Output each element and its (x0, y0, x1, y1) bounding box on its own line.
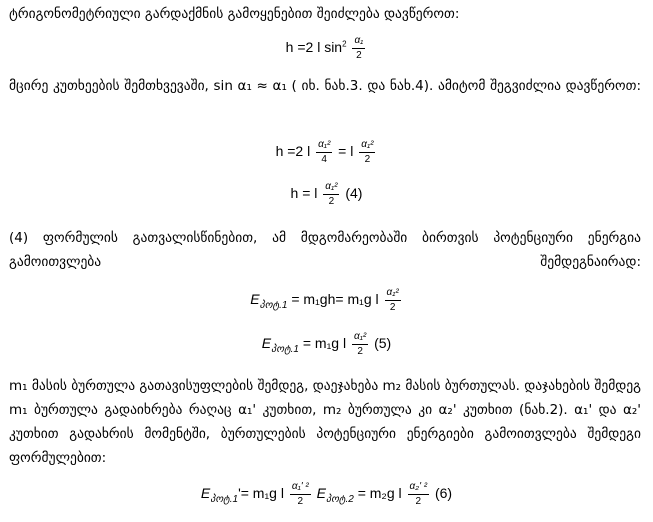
denominator: 2 (328, 196, 335, 207)
numerator: α₁ (352, 36, 365, 49)
energy-symbol: E (250, 291, 260, 308)
fraction (359, 140, 375, 165)
formula-6 (0, 482, 653, 507)
numerator: α₂' ² (408, 482, 430, 495)
denominator: 2 (356, 50, 362, 61)
denominator: 2 (389, 302, 396, 313)
paragraph-potential-energy: (4) ფორმულის გათვალისწინებით, ამ მდგომარეობაში ბირთვის პოტენციური ენერგია გამოითვლება შემდეგნაირად: (9, 230, 641, 270)
denominator: 4 (321, 154, 327, 165)
denominator: 2 (357, 346, 363, 357)
formula-text: h =2 l sin (285, 39, 343, 56)
formula-text: = m₁g l (302, 335, 347, 352)
formula-epot1 (0, 288, 653, 313)
energy-subscript: პოტ.1 (271, 344, 299, 355)
numerator: α₁² (359, 140, 375, 153)
fraction (352, 36, 365, 61)
fraction (408, 482, 430, 507)
formula-text: = m₂g l (357, 485, 402, 502)
fraction (385, 288, 401, 313)
formula-text: h = l (290, 185, 318, 202)
paragraph-intro: ტრიგონომეტრიული გარდაქმნის გამოყენებით შეიძლება დავწეროთ: (9, 6, 460, 22)
energy-symbol: E (261, 335, 272, 352)
energy-subscript: პოტ.2 (325, 494, 354, 505)
formula-text: h =2 l (275, 143, 311, 160)
numerator: α₁' ² (290, 482, 311, 495)
numerator: α₁² (385, 288, 401, 301)
fraction (352, 332, 368, 357)
formula-h-approx (0, 140, 653, 165)
formula-text: = m₁gh= m₁g l (291, 291, 379, 308)
energy-subscript: პოტ.1 (210, 494, 239, 505)
fraction (316, 140, 332, 165)
numerator: α₁² (323, 182, 339, 195)
formula-5 (0, 332, 653, 357)
denominator: 2 (297, 496, 304, 507)
energy-subscript: პოტ.1 (259, 300, 288, 311)
formula-h-sin (0, 36, 653, 61)
formula-exponent: 2 (342, 39, 347, 49)
fraction (323, 182, 339, 207)
numerator: α₁² (352, 332, 368, 345)
fraction (290, 482, 311, 507)
formula-text: = l (338, 143, 354, 160)
energy-symbol: E (316, 485, 326, 502)
formula-4 (0, 182, 653, 207)
paragraph-small-angles: მცირე კუთხეების შემთხვევაში, sin α₁ ≈ α₁ ( იხ. ნახ.3. და ნახ.4). ამიტომ შეგვიძლია დავწეროთ: (9, 78, 641, 94)
equation-number: (4) (345, 185, 363, 202)
equation-number: (5) (374, 335, 392, 352)
energy-symbol: E (200, 485, 211, 502)
equation-number: (6) (434, 485, 453, 502)
denominator: 2 (364, 154, 371, 165)
denominator: 2 (415, 496, 422, 507)
paragraph-collision: m₁ მასის ბურთულა გათავისუფლების შემდეგ, დაეჯახება m₂ მასის ბურთულას. დაჯახების შემდეგ m₁ ბურთულა გადაიხრება რაღაც α₁' კუთხით, m₂ ბურთულა კი α₂' კუთხით (ნახ.2). α₁' და α₂' კუთხით გადახრის მომენტში, ბურთულების პოტენციური ენერგიები გამოითვლება შემდეგი ფორმულებით: (9, 378, 641, 466)
formula-text: '= m₁g l (238, 485, 284, 502)
numerator: α₁² (316, 140, 332, 153)
